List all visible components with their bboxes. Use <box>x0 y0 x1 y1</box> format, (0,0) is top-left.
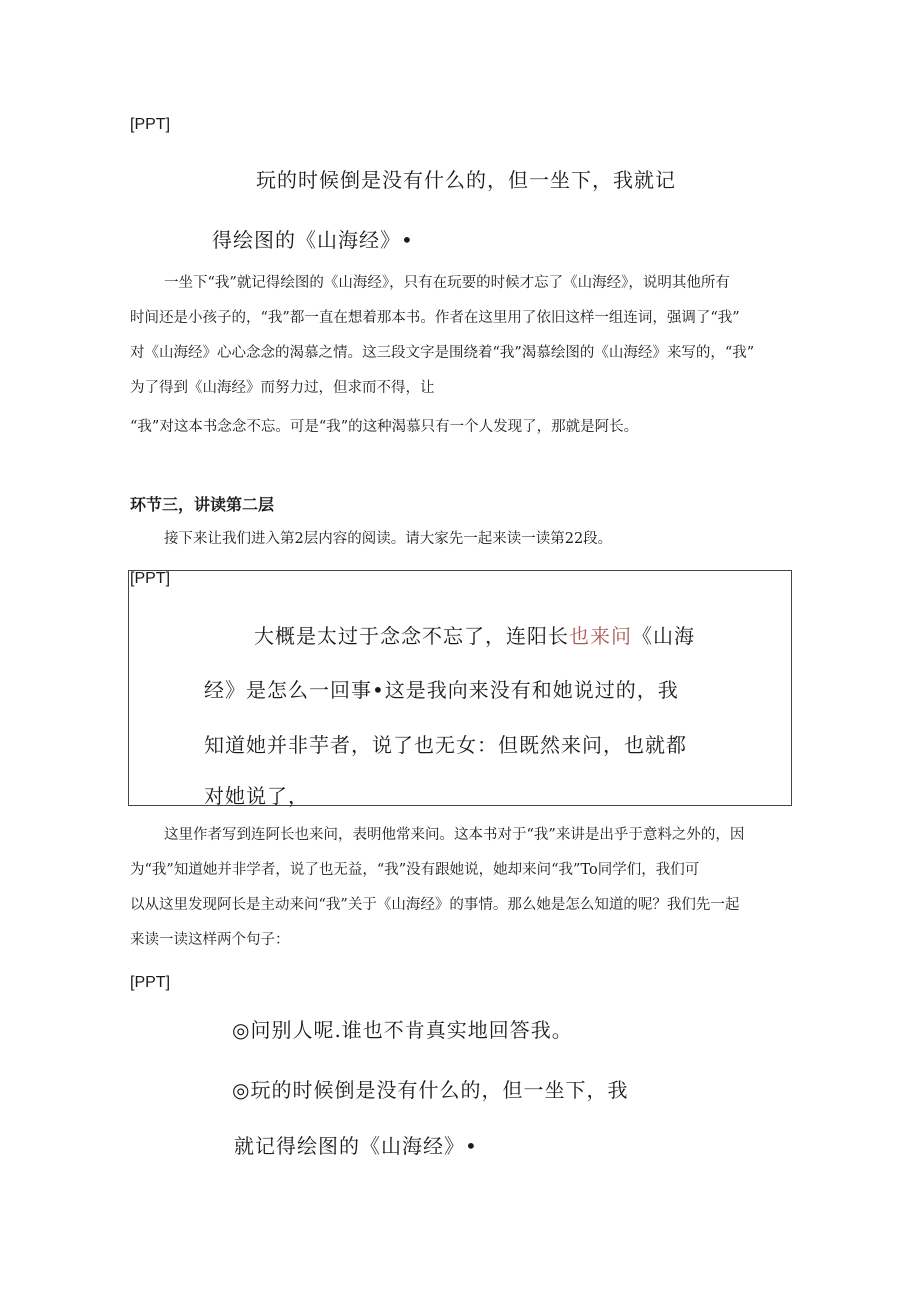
highlighted-text: 也来问 <box>569 624 632 648</box>
quote-line: 得绘图的《山海经》• <box>212 228 414 252</box>
quote-text: 《山海 <box>632 624 695 648</box>
quote-item: 就记得绘图的《山海经》• <box>234 1134 478 1158</box>
paragraph-line: 时间还是小孩子的，“我”都一直在想着那本书。作者在这里用了依旧这样一组连词，强调了“我” <box>130 310 740 326</box>
intro-line: 接下来让我们进入第2层内容的阅读。请大家先一起来读一读第22段。 <box>164 531 613 547</box>
paragraph-line: 为“我”知道她并非学者，说了也无益，“我”没有跟她说，她却来问“我”To同学们，我们可 <box>130 862 700 878</box>
paragraph-line: 一坐下“我”就记得绘图的《山海经》，只有在玩要的时候才忘了《山海经》，说明其他所有 <box>164 275 730 291</box>
paragraph-line: 为了得到《山海经》而努力过，但求而不得，让 <box>130 380 435 396</box>
quote-line: 对她说了， <box>204 784 309 808</box>
paragraph-line: 以从这里发现阿长是主动来问“我”关于《山海经》的事情。那么她是怎么知道的呢？我们先一起 <box>130 897 740 913</box>
quote-text: 大概是太过于念念不忘了，连阳长 <box>254 624 569 648</box>
ppt-label: [PPT] <box>130 116 171 133</box>
section-heading: 环节三，讲读第二层 <box>130 495 275 514</box>
ppt-label: [PPT] <box>130 974 171 991</box>
quote-line: 玩的时候倒是没有什么的，但一坐下，我就记 <box>256 168 676 192</box>
quote-line <box>254 620 695 649</box>
ppt-label: [PPT] <box>130 570 171 587</box>
quote-item: ◎玩的时候倒是没有什么的，但一坐下，我 <box>232 1078 629 1102</box>
quote-line: 经》是怎么一回事•这是我向来没有和她说过的，我 <box>204 678 679 702</box>
paragraph-line: 对《山海经》心心念念的渴慕之情。这三段文字是围绕着“我”渴慕绘图的《山海经》来写的，“我” <box>130 345 755 361</box>
paragraph-line: 来读一读这样两个句子： <box>130 932 290 948</box>
paragraph-line: 这里作者写到连阿长也来问，表明他常来问。这本书对于“我”来讲是出乎于意料之外的，因 <box>164 827 745 843</box>
quote-line: 知道她并非芋者，说了也无女：但既然来问，也就都 <box>204 733 687 757</box>
paragraph-line: “我”对这本书念念不忘。可是“我”的这种渴慕只有一个人发现了，那就是阿长。 <box>130 419 639 435</box>
quote-item: ◎问别人呢.谁也不肯真实地回答我。 <box>232 1018 573 1042</box>
